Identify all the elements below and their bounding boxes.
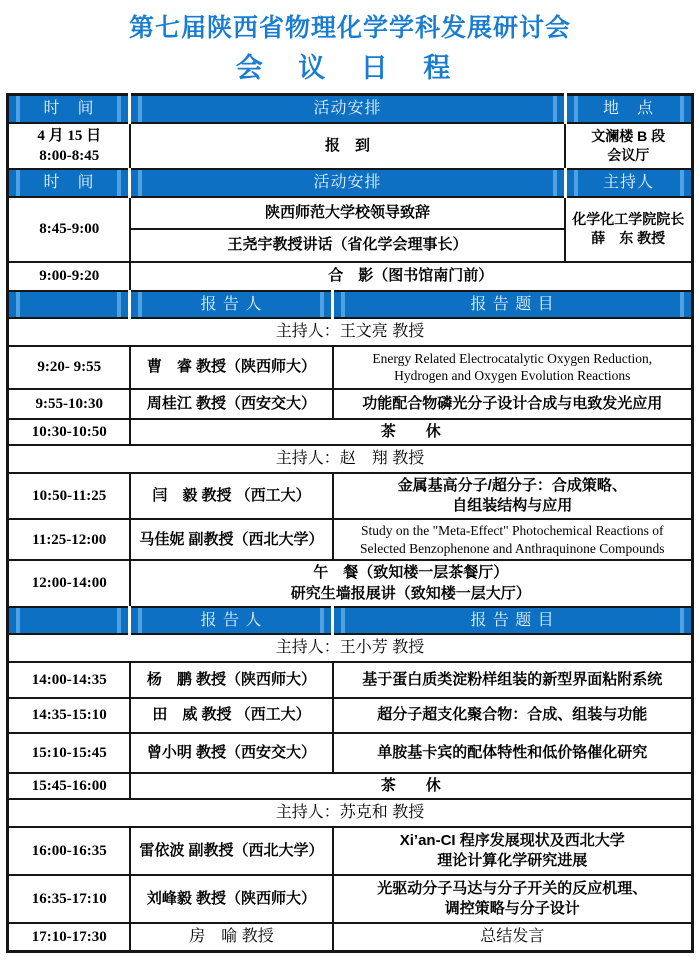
table-row xyxy=(8,519,692,560)
session-host: 主持人：王小芳 教授 xyxy=(8,634,692,662)
host-cell xyxy=(565,197,692,262)
talk-title-cell xyxy=(333,473,692,520)
presenter-cell: 马佳妮 副教授（西北大学） xyxy=(130,519,333,560)
presenter-cell: 房 喻 教授 xyxy=(130,923,333,952)
talk-title-cell xyxy=(333,519,692,560)
header-location: 地 点 xyxy=(565,95,692,123)
time-cell: 15:10-15:45 xyxy=(8,733,130,773)
header-talk-title: 报 告 题 目 xyxy=(333,291,692,319)
presenter-cell: 周桂江 教授（西安交大） xyxy=(130,389,333,419)
time-cell: 11:25-12:00 xyxy=(8,519,130,560)
activity-cell xyxy=(130,560,692,607)
schedule-table xyxy=(6,93,693,953)
header-row xyxy=(8,291,692,319)
presenter-cell: 刘峰毅 教授（陕西师大） xyxy=(130,875,333,923)
talk-title-line2: 理论计算化学研究进展 xyxy=(437,851,588,869)
talk-title-cell xyxy=(333,346,692,389)
presenter-cell: 曹 睿 教授（陕西师大） xyxy=(130,346,333,389)
table-row xyxy=(8,662,692,698)
header-row xyxy=(8,169,692,197)
time-cell: 16:00-16:35 xyxy=(8,827,130,875)
location-line2: 会议厅 xyxy=(607,146,650,163)
time-cell xyxy=(8,123,130,170)
talk-title-cell: 超分子超支化聚合物：合成、组装与功能 xyxy=(333,698,692,733)
talk-title-line1: 光驱动分子马达与分子开关的反应机理、 xyxy=(377,879,648,897)
activity-cell: 茶 休 xyxy=(130,773,692,799)
table-row xyxy=(8,923,692,952)
location-line1: 文澜楼 B 段 xyxy=(591,127,666,144)
talk-title-cell: 单胺基卡宾的配体特性和低价铬催化研究 xyxy=(333,733,692,773)
time-cell: 12:00-14:00 xyxy=(8,560,130,607)
table-row xyxy=(8,473,692,520)
table-row xyxy=(8,773,692,799)
header-activity: 活动安排 xyxy=(130,95,565,123)
header-time: 时 间 xyxy=(8,169,130,197)
header-row xyxy=(8,95,692,123)
talk-title-cell: 基于蛋白质类淀粉样组装的新型界面粘附系统 xyxy=(333,662,692,698)
time-cell: 15:45-16:00 xyxy=(8,773,130,799)
session-host: 主持人：赵 翔 教授 xyxy=(8,445,692,473)
presenter-cell: 闫 毅 教授 （西工大） xyxy=(130,473,333,520)
time-cell: 14:00-14:35 xyxy=(8,662,130,698)
activity-cell: 报 到 xyxy=(130,123,565,170)
header-blank xyxy=(8,607,130,635)
host-row xyxy=(8,318,692,346)
header-presenter: 报 告 人 xyxy=(130,291,333,319)
activity-cell: 陕西师范大学校领导致辞 xyxy=(130,197,565,229)
activity-line1: 午 餐（致知楼一层茶餐厅） xyxy=(313,564,509,582)
time-cell: 10:50-11:25 xyxy=(8,473,130,520)
table-row xyxy=(8,875,692,923)
header-talk-title: 报 告 题 目 xyxy=(333,607,692,635)
time-range: 8:00-8:45 xyxy=(39,147,100,164)
conference-title: 第七届陕西省物理化学学科发展研讨会 xyxy=(128,14,571,42)
host-name: 薛 东 教授 xyxy=(591,230,666,247)
host-title: 化学化工学院院长 xyxy=(572,211,685,228)
time-cell: 9:00-9:20 xyxy=(8,262,130,291)
time-cell: 14:35-15:10 xyxy=(8,698,130,733)
header-host: 主持人 xyxy=(565,169,692,197)
table-row xyxy=(8,262,692,291)
header-time: 时 间 xyxy=(8,95,130,123)
presenter-cell: 曾小明 教授（西安交大） xyxy=(130,733,333,773)
time-date: 4 月 15 日 xyxy=(37,127,102,144)
activity-cell: 茶 休 xyxy=(130,419,692,445)
talk-title-line1: 金属基高分子/超分子：合成策略、 xyxy=(397,476,627,494)
activity-cell: 合 影（图书馆南门前） xyxy=(130,262,692,291)
talk-title-cell xyxy=(333,827,692,875)
conference-schedule-page xyxy=(0,8,700,965)
activity-cell: 王尧宇教授讲话（省化学会理事长） xyxy=(130,229,565,262)
session-host: 主持人：苏克和 教授 xyxy=(8,799,692,827)
presenter-cell: 雷依波 副教授（西北大学） xyxy=(130,827,333,875)
time-cell: 8:45-9:00 xyxy=(8,197,130,262)
table-row xyxy=(8,419,692,445)
host-row xyxy=(8,799,692,827)
header-row xyxy=(8,607,692,635)
talk-title-line2: Selected Benzophenone and Anthraquinone Compounds xyxy=(360,540,665,556)
host-row xyxy=(8,634,692,662)
table-row xyxy=(8,197,692,229)
location-cell xyxy=(565,123,692,170)
table-row xyxy=(8,389,692,419)
header-presenter: 报 告 人 xyxy=(130,607,333,635)
host-row xyxy=(8,445,692,473)
table-row xyxy=(8,560,692,607)
talk-title-line1: Xi’an-CI 程序发展现状及西北大学 xyxy=(399,831,625,849)
table-row xyxy=(8,827,692,875)
talk-title-line1: Study on the "Meta-Effect" Photochemical Reactions of xyxy=(361,523,664,539)
schedule-subtitle: 会 议 日 程 xyxy=(235,53,465,83)
talk-title-cell: 功能配合物磷光分子设计合成与电致发光应用 xyxy=(333,389,692,419)
talk-title-line1: Energy Related Electrocatalytic Oxygen Reduction, xyxy=(372,350,653,366)
talk-title-cell: 总结发言 xyxy=(333,923,692,952)
talk-title-cell xyxy=(333,875,692,923)
presenter-cell: 杨 鹏 教授（陕西师大） xyxy=(130,662,333,698)
presenter-cell: 田 威 教授 （西工大） xyxy=(130,698,333,733)
time-cell: 17:10-17:30 xyxy=(8,923,130,952)
talk-title-line2: Hydrogen and Oxygen Evolution Reactions xyxy=(394,368,631,384)
time-cell: 9:20- 9:55 xyxy=(8,346,130,389)
time-cell: 10:30-10:50 xyxy=(8,419,130,445)
table-row xyxy=(8,698,692,733)
talk-title-line2: 自组装结构与应用 xyxy=(452,496,573,514)
table-row xyxy=(8,123,692,170)
table-row xyxy=(8,733,692,773)
time-cell: 9:55-10:30 xyxy=(8,389,130,419)
header-blank xyxy=(8,291,130,319)
session-host: 主持人：王文亮 教授 xyxy=(8,318,692,346)
table-row xyxy=(8,346,692,389)
activity-line2: 研究生墙报展讲（致知楼一层大厅） xyxy=(290,584,531,602)
time-cell: 16:35-17:10 xyxy=(8,875,130,923)
talk-title-line2: 调控策略与分子设计 xyxy=(444,899,580,917)
header-activity: 活动安排 xyxy=(130,169,565,197)
